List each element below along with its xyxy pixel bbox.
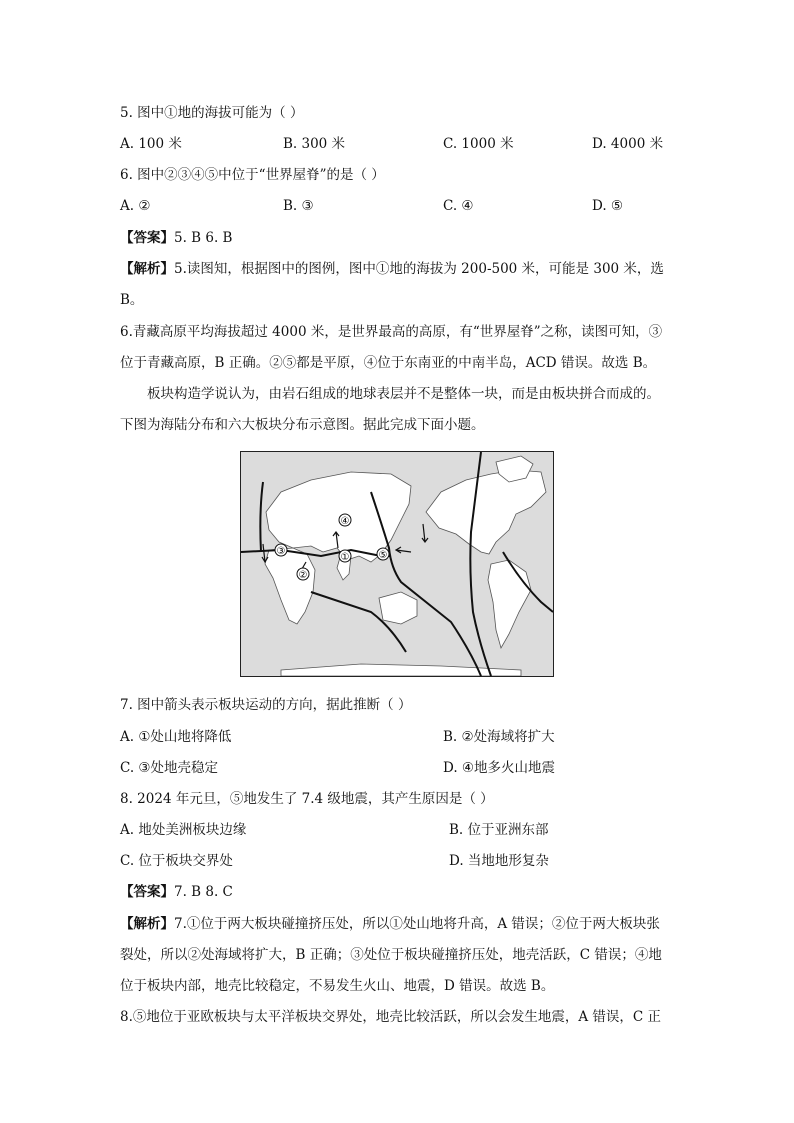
q5-option-c: C. 1000 米 bbox=[443, 136, 514, 152]
analysis-1-line2: B。 bbox=[120, 292, 144, 308]
antarctica-landmass bbox=[281, 664, 521, 676]
marker-1: ① bbox=[340, 552, 350, 563]
analysis-2-line4: 8.⑤地位于亚欧板块与太平洋板块交界处，地壳比较活跃，所以会发生地震，A 错误，C 正 bbox=[120, 1009, 662, 1025]
q8-option-b: B. 位于亚洲东部 bbox=[449, 822, 549, 838]
q8-option-d: D. 当地地形复杂 bbox=[449, 853, 549, 869]
marker-5: ⑤ bbox=[378, 550, 388, 561]
q7-option-b: B. ②处海域将扩大 bbox=[443, 729, 555, 745]
marker-3: ③ bbox=[276, 546, 286, 557]
arrow-4 bbox=[422, 524, 428, 542]
south-america-landmass bbox=[488, 560, 531, 648]
continents bbox=[265, 456, 546, 676]
q8-stem: 8. 2024 年元旦，⑤地发生了 7.4 级地震，其产生原因是（ ） bbox=[120, 791, 494, 807]
intro-line2: 下图为海陆分布和六大板块分布示意图。据此完成下面小题。 bbox=[120, 417, 485, 433]
arrow-3 bbox=[262, 544, 268, 562]
analysis-text: 5.读图知，根据图中的图例，图中①地的海拔为 200-500 米，可能是 300 米，选 bbox=[174, 261, 664, 277]
africa-landmass bbox=[265, 548, 315, 624]
plate-map bbox=[240, 451, 554, 677]
q5-stem: 5. 图中①地的海拔可能为（ ） bbox=[120, 105, 304, 121]
north-america-landmass bbox=[426, 470, 546, 554]
answer-block-2 bbox=[120, 883, 233, 901]
q5-option-a: A. 100 米 bbox=[120, 136, 182, 152]
analysis-block-1-line1 bbox=[120, 260, 664, 278]
q5-option-b: B. 300 米 bbox=[283, 136, 346, 152]
q6-stem: 6. 图中②③④⑤中位于“世界屋脊”的是（ ） bbox=[120, 167, 385, 183]
arrow-5 bbox=[396, 547, 411, 553]
analysis-2-line2: 裂处，所以②处海域将扩大，B 正确；③处位于板块碰撞挤压处，地壳活跃，C 错误；④地 bbox=[120, 947, 662, 963]
answer-label: 【答案】 bbox=[120, 230, 174, 246]
q8-option-c: C. 位于板块交界处 bbox=[120, 853, 233, 869]
q6-option-b: B. ③ bbox=[283, 198, 314, 214]
boundary-west-margin bbox=[260, 482, 263, 552]
q7-option-a: A. ①处山地将降低 bbox=[120, 729, 232, 745]
answer-block-1 bbox=[120, 229, 232, 247]
analysis-text: 7.①位于两大板块碰撞挤压处，所以①处山地将升高，A 错误；②位于两大板块张 bbox=[174, 916, 660, 932]
q7-stem: 7. 图中箭头表示板块运动的方向，据此推断（ ） bbox=[120, 697, 412, 713]
q6-option-c: C. ④ bbox=[443, 198, 474, 214]
australia-landmass bbox=[379, 592, 417, 624]
marker-4: ④ bbox=[340, 516, 350, 527]
q6-option-d: D. ⑤ bbox=[592, 198, 624, 214]
analysis-1-line4: 位于青藏高原，B 正确。②⑤都是平原，④位于东南亚的中南半岛，ACD 错误。故选 B。 bbox=[120, 355, 657, 371]
analysis-label: 【解析】 bbox=[120, 261, 174, 277]
q7-option-c: C. ③处地壳稳定 bbox=[120, 760, 219, 776]
analysis-label: 【解析】 bbox=[120, 916, 174, 932]
q8-option-a: A. 地处美洲板块边缘 bbox=[120, 822, 247, 838]
plate-map-svg bbox=[241, 452, 553, 676]
answer-label: 【答案】 bbox=[120, 884, 174, 900]
q5-option-d: D. 4000 米 bbox=[592, 136, 664, 152]
analysis-2-line3: 位于板块内部，地壳比较稳定，不易发生火山、地震，D 错误。故选 B。 bbox=[120, 978, 555, 994]
answer-text: 7. B 8. C bbox=[174, 884, 233, 900]
analysis-block-2-line1 bbox=[120, 915, 660, 933]
analysis-1-line3: 6.青藏高原平均海拔超过 4000 米，是世界最高的高原，有“世界屋脊”之称，读图可知，③ bbox=[120, 324, 663, 340]
intro-line1: 板块构造学说认为，由岩石组成的地球表层并不是整体一块，而是由板块拼合而成的。 bbox=[147, 386, 660, 402]
q7-option-d: D. ④地多火山地震 bbox=[443, 760, 556, 776]
marker-2: ② bbox=[298, 570, 308, 581]
q6-option-a: A. ② bbox=[120, 198, 151, 214]
answer-text: 5. B 6. B bbox=[174, 230, 233, 246]
